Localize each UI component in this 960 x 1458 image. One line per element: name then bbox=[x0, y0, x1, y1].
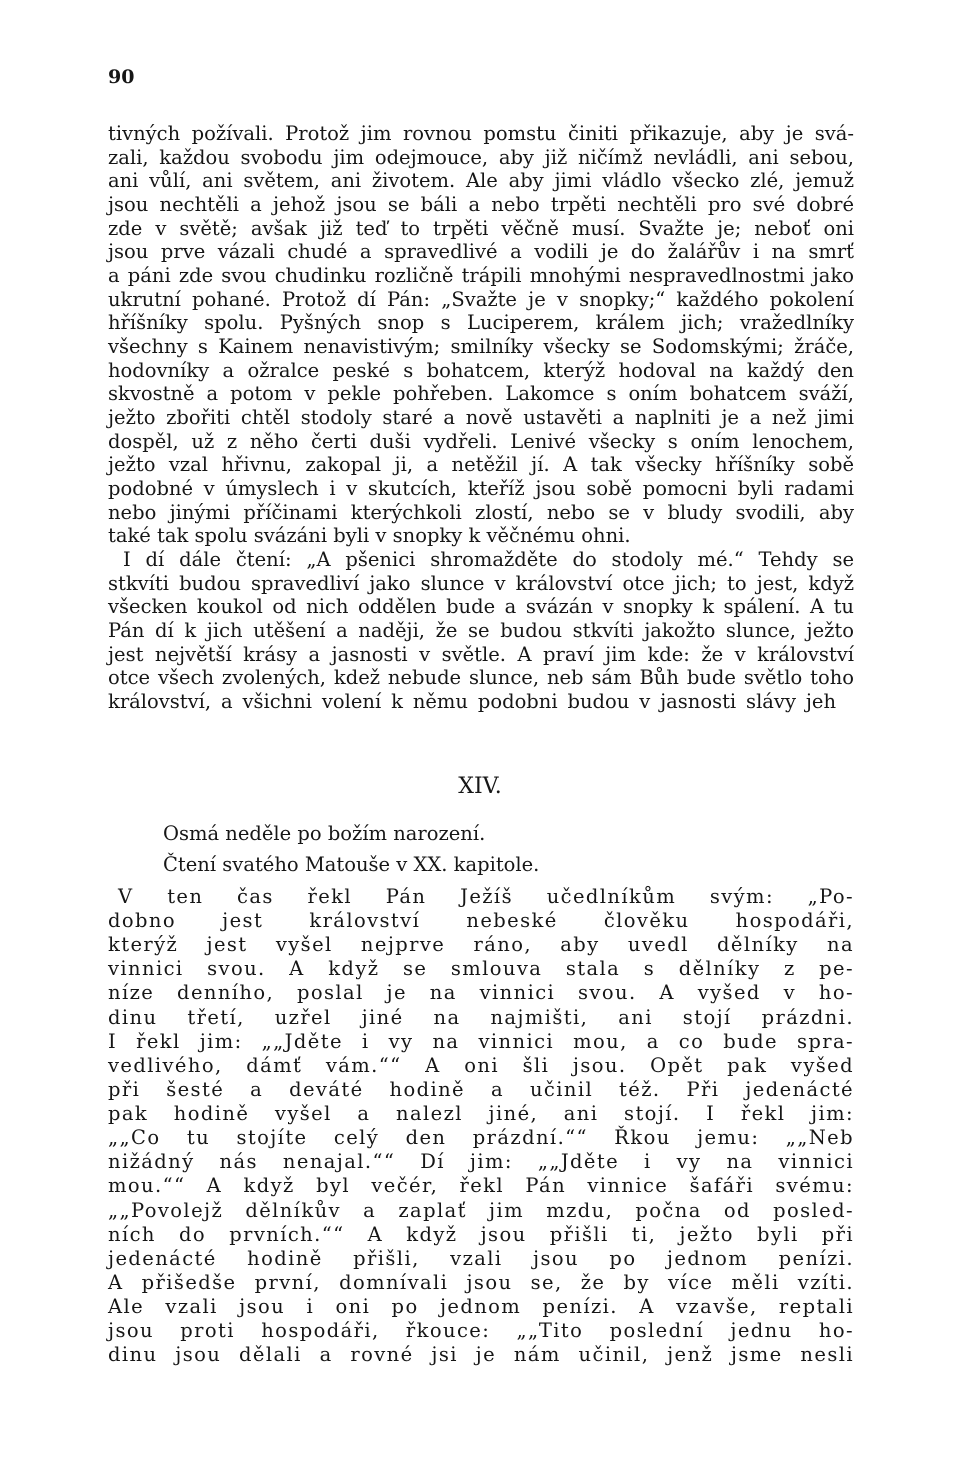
text-line: dinu třetí, uzřel jiné na najmišti, ani stojí prázdni. bbox=[108, 1006, 854, 1029]
text-line: skvostně a potom v pekle pohřeben. Lakomce s oním bohatcem sváží, bbox=[108, 382, 854, 405]
text-line: ježto vzal hřivnu, zakopal ji, a netěžil jí. A tak všecky hříšníky sobě bbox=[108, 453, 854, 476]
text-line: kterýž jest vyšel nejprve ráno, aby uvedl dělníky na bbox=[108, 933, 854, 956]
text-line: zali, každou svobodu jim odejmouce, aby již ničímž nevládli, ani sebou, bbox=[108, 146, 854, 169]
text-line: otce všech zvolených, kdež nebude slunce, neb sám Bůh bude světlo toho bbox=[108, 666, 854, 689]
text-line: při šesté a deváté hodině a učinil též. Při jedenácté bbox=[108, 1078, 854, 1101]
text-line: dospěl, už z něho čerti duši vydřeli. Lenivé všecky s oním lenochem, bbox=[108, 430, 854, 453]
text-line: tivných požívali. Protož jim rovnou pomstu činiti přikazuje, aby je svá- bbox=[108, 122, 854, 145]
text-line: A přišedše první, domnívali jsou se, že by více měli vzíti. bbox=[108, 1271, 854, 1294]
text-line: království, a všichni volení k němu podobni budou v jasnosti slávy jeh bbox=[108, 690, 836, 713]
text-line: podobné v úmyslech i v skutcích, kteříž jsou sobě pomocni byli radami bbox=[108, 477, 854, 500]
text-line: také tak spolu svázáni byli v snopky k věčnému ohni. bbox=[108, 524, 631, 547]
text-line: nižádný nás nenajal.““ Dí jim: „„Jděte i vy na vinnici bbox=[108, 1150, 854, 1173]
text-line: a páni zde svou chudinku rozličně trápili mnohými nespravedlnostmi jako bbox=[108, 264, 854, 287]
text-line: všechny s Kainem nenavistivým; smilníky všecky se Sodomskými; žráče, bbox=[108, 335, 854, 358]
text-line: nebo jinými příčinami kterýchkoli zlostí, nebo se v bludy svodili, aby bbox=[108, 501, 854, 524]
text-line: ukrutní pohané. Protož dí Pán: „Svažte je v snopky;“ každého pokolení bbox=[108, 288, 854, 311]
text-line: jsou proti hospodáři, řkouce: „„Tito poslední jednu ho- bbox=[108, 1319, 854, 1342]
text-line: jest největší krásy a jasnosti v světle. A praví jim kde: že v království bbox=[108, 643, 854, 666]
section-number: XIV. bbox=[458, 774, 502, 799]
text-line: jsou nechtěli a jehož jsou se báli a nebo trpěti nechtěli pro své dobré bbox=[108, 193, 854, 216]
text-line: dinu jsou dělali a rovné jsi je nám učinil, jenž jsme nesli bbox=[108, 1343, 854, 1366]
text-line: I řekl jim: „„Jděte i vy na vinnici mou, a co bude spra- bbox=[108, 1030, 854, 1053]
text-line: vedlivého, dámť vám.““ A oni šli jsou. Opět pak vyšed bbox=[108, 1054, 854, 1077]
text-line: „„Co tu stojíte celý den prázdní.““ Řkou jemu: „„Neb bbox=[108, 1126, 854, 1149]
text-line: V ten čas řekl Pán Ježíš učedlníkům svým: „Po- bbox=[118, 885, 854, 908]
text-line: pak hodině vyšel a nalezl jiné, ani stojí. I řekl jim: bbox=[108, 1102, 854, 1125]
text-line: hříšníky spolu. Pyšných snop s Luciperem, králem jich; vražedlníky bbox=[108, 311, 854, 334]
page-number: 90 bbox=[108, 66, 135, 88]
text-line: dobno jest království nebeské člověku hospodáři, bbox=[108, 909, 854, 932]
text-line: Pán dí k jich utěšení a naději, že se budou stkvíti jakožto slunce, ježto bbox=[108, 619, 854, 642]
text-line: ních do prvních.““ A když jsou přišli ti, ježto byli při bbox=[108, 1223, 854, 1246]
text-line: zde v světě; avšak již teď to trpěti věčně musí. Svažte je; neboť oni bbox=[108, 217, 854, 240]
text-line: ježto zbořiti chtěl stodoly staré a nově ustavěti a naplniti je a než jimi bbox=[108, 406, 854, 429]
text-line: níze denního, poslal je na vinnici svou. A vyšed v ho- bbox=[108, 981, 854, 1004]
text-line: ani vůlí, ani světem, ani životem. Ale aby jimi vládlo všecko zlé, jemuž bbox=[108, 169, 854, 192]
text-line: „„Povolejž dělníkův a zaplať jim mzdu, počna od posled- bbox=[108, 1199, 854, 1222]
sunday-title: Osmá neděle po božím narození. bbox=[163, 822, 486, 845]
text-line: jsou prve vázali chudé a spravedlivé a vodili je do žalářův i na smrť bbox=[108, 240, 854, 263]
reading-title: Čtení svatého Matouše v XX. kapitole. bbox=[163, 853, 540, 876]
text-line: stkvíti budou spravedliví jako slunce v království otce jich; to jest, když bbox=[108, 572, 854, 595]
text-line: vinnici svou. A když se smlouva stala s dělníky z pe- bbox=[108, 957, 854, 980]
text-line: jedenácté hodině přišli, vzali jsou po jednom penízi. bbox=[108, 1247, 854, 1270]
text-line: všecken koukol od nich oddělen bude a svázán v snopky k spálení. A tu bbox=[108, 595, 854, 618]
text-line: mou.““ A když byl večér, řekl Pán vinnice šafáři svému: bbox=[108, 1174, 854, 1197]
text-line: hodovníky a ožralce peské s bohatcem, kterýž hodoval na každý den bbox=[108, 359, 854, 382]
text-line: Ale vzali jsou i oni po jednom penízi. A vzavše, reptali bbox=[108, 1295, 854, 1318]
text-line: I dí dále čtení: „A pšenici shromažděte do stodoly mé.“ Tehdy se bbox=[123, 548, 854, 571]
